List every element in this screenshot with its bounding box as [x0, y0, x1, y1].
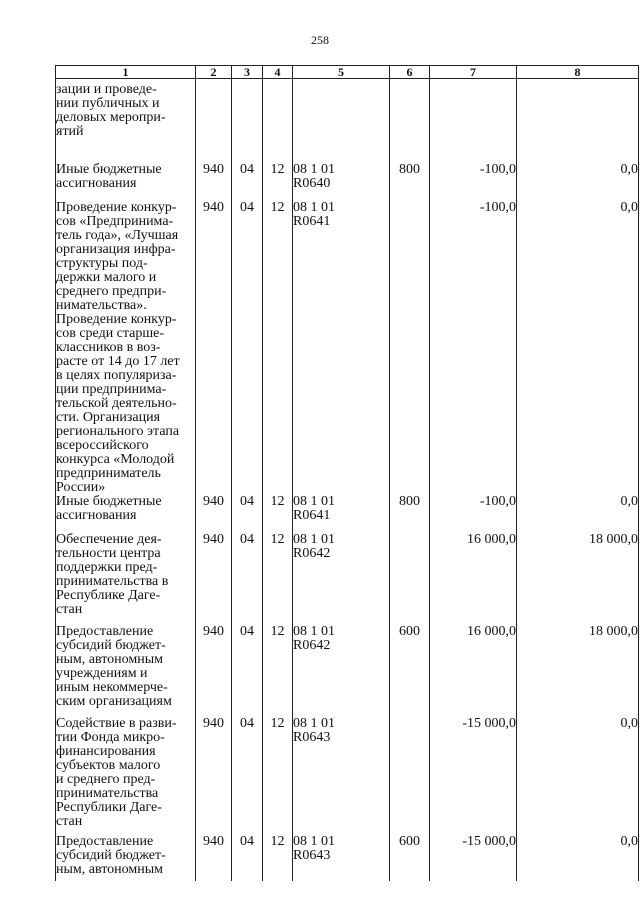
table-row [56, 163, 639, 201]
cell-col2: 940 [196, 717, 232, 835]
cell-col3: 04 [232, 717, 263, 835]
cell-col8: 18 000,0 [517, 533, 639, 625]
cell-col6 [390, 717, 430, 835]
column-header-6: 6 [390, 66, 430, 79]
row-name: Содействие в разви- тии Фонда микро- финансирования субъектов малого и среднего пред- принимательства Республики Даге- стан [56, 717, 196, 835]
cell-code: 08 1 01 R0641 [293, 201, 390, 495]
cell-col7: -100,0 [430, 201, 517, 495]
cell-col6: 600 [390, 625, 430, 717]
column-header-4: 4 [263, 66, 293, 79]
cell-code: 08 1 01 R0643 [293, 835, 390, 881]
row-name: Предоставление субсидий бюджет- ным, автономным [56, 835, 196, 881]
cell-code [293, 79, 390, 164]
cell-col2: 940 [196, 835, 232, 881]
cell-code: 08 1 01 R0642 [293, 625, 390, 717]
cell-col2 [196, 79, 232, 164]
row-name: Обеспечение дея- тельности центра поддержки пред- принимательства в Республике Даге- стан [56, 533, 196, 625]
cell-col3: 04 [232, 201, 263, 495]
cell-col7: 16 000,0 [430, 625, 517, 717]
table-row [56, 625, 639, 717]
cell-col4: 12 [263, 201, 293, 495]
cell-col6 [390, 201, 430, 495]
header-row [56, 66, 639, 79]
cell-col4 [263, 79, 293, 164]
cell-col3: 04 [232, 533, 263, 625]
cell-col3 [232, 79, 263, 164]
cell-col4: 12 [263, 625, 293, 717]
cell-code: 08 1 01 R0641 [293, 495, 390, 533]
budget-table [55, 65, 639, 881]
column-header-1: 1 [56, 66, 196, 79]
table-row [56, 201, 639, 495]
table-row [56, 495, 639, 533]
cell-col7: -15 000,0 [430, 717, 517, 835]
table-row [56, 835, 639, 881]
cell-col7: 16 000,0 [430, 533, 517, 625]
cell-col4: 12 [263, 835, 293, 881]
cell-col7: -15 000,0 [430, 835, 517, 881]
cell-col8: 0,0 [517, 835, 639, 881]
cell-col8: 18 000,0 [517, 625, 639, 717]
column-header-3: 3 [232, 66, 263, 79]
cell-col7: -100,0 [430, 163, 517, 201]
cell-col8: 0,0 [517, 717, 639, 835]
row-name: зации и проведе- нии публичных и деловых меропри- ятий [56, 79, 196, 164]
cell-col6: 800 [390, 163, 430, 201]
cell-col8: 0,0 [517, 201, 639, 495]
cell-col2: 940 [196, 163, 232, 201]
cell-col6: 800 [390, 495, 430, 533]
cell-col7: -100,0 [430, 495, 517, 533]
table-row [56, 533, 639, 625]
cell-col2: 940 [196, 201, 232, 495]
column-header-8: 8 [517, 66, 639, 79]
cell-col8: 0,0 [517, 495, 639, 533]
table-row [56, 79, 639, 164]
cell-col2: 940 [196, 495, 232, 533]
cell-col2: 940 [196, 533, 232, 625]
table-row [56, 717, 639, 835]
column-header-5: 5 [293, 66, 390, 79]
cell-col6 [390, 79, 430, 164]
row-name: Иные бюджетные ассигнования [56, 495, 196, 533]
row-name: Предоставление субсидий бюджет- ным, автономным учреждениям и иным некоммерче- ским организациям [56, 625, 196, 717]
cell-col6: 600 [390, 835, 430, 881]
cell-col4: 12 [263, 495, 293, 533]
row-name: Иные бюджетные ассигнования [56, 163, 196, 201]
cell-col4: 12 [263, 163, 293, 201]
cell-col4: 12 [263, 533, 293, 625]
cell-col6 [390, 533, 430, 625]
cell-col3: 04 [232, 625, 263, 717]
cell-col7 [430, 79, 517, 164]
cell-col8 [517, 79, 639, 164]
row-name: Проведение конкур- сов «Предпринима- тель года», «Лучшая организация инфра- структуры под- держки малого и среднего предпри- нимательства». Проведение конкур- сов среди старше- классников в воз- расте от 14 до 17 лет в целях популяриза- ции предпринима- тельской деятельно- сти. Организация регионального этапа всероссийского конкурса «Молодой предприниматель России» [56, 201, 196, 495]
column-header-2: 2 [196, 66, 232, 79]
cell-col3: 04 [232, 495, 263, 533]
cell-col8: 0,0 [517, 163, 639, 201]
page-number: 258 [311, 33, 329, 47]
cell-code: 08 1 01 R0640 [293, 163, 390, 201]
cell-col2: 940 [196, 625, 232, 717]
cell-col3: 04 [232, 163, 263, 201]
cell-col3: 04 [232, 835, 263, 881]
cell-code: 08 1 01 R0643 [293, 717, 390, 835]
cell-code: 08 1 01 R0642 [293, 533, 390, 625]
cell-col4: 12 [263, 717, 293, 835]
column-header-7: 7 [430, 66, 517, 79]
